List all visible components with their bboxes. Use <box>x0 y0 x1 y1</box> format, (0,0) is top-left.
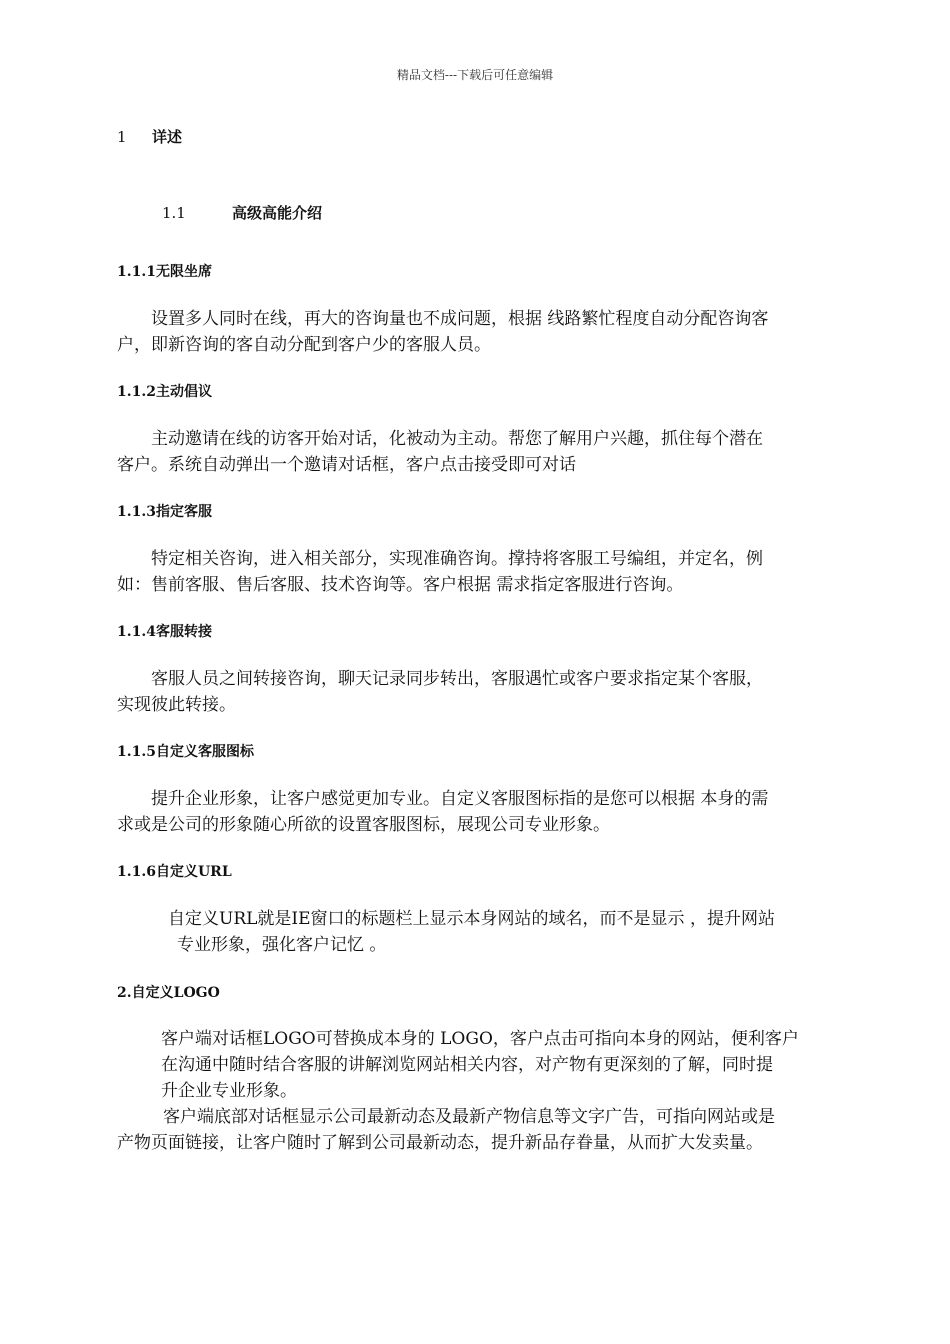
paragraph-line: 设置多人同时在线，再大的咨询量也不成问题，根据 线路繁忙程度自动分配咨询客 <box>151 309 769 329</box>
paragraph <box>117 786 857 838</box>
section-title: 详述 <box>152 128 183 146</box>
subsection-heading: 1.1.5自定义客服图标 <box>117 744 254 760</box>
paragraph <box>161 1026 861 1104</box>
section-heading-1-1 <box>162 202 322 223</box>
subsection-heading: 1.1.3指定客服 <box>117 504 212 520</box>
paragraph <box>117 666 857 718</box>
section-title: 高级高能介绍 <box>232 204 323 222</box>
paragraph <box>117 306 857 358</box>
paragraph <box>117 546 857 598</box>
subsection-heading: 1.1.6自定义URL <box>117 864 232 880</box>
paragraph-line: 在沟通中随时结合客服的讲解浏览网站相关内容，对产物有更深刻的了解，同时提 <box>161 1055 773 1075</box>
section-heading-1 <box>117 126 182 147</box>
paragraph-line: 主动邀请在线的访客开始对话，化被动为主动。帮您了解用户兴趣，抓住每个潜在 <box>151 429 763 449</box>
paragraph-line: 自定义URL就是IE窗口的标题栏上显示本身网站的域名，而不是显示 ，提升网站 <box>168 909 775 929</box>
paragraph-line: 提升企业形象，让客户感觉更加专业。自定义客服图标指的是您可以根据 本身的需 <box>151 789 769 809</box>
paragraph-line: 产物页面链接，让客户随时了解到公司最新动态，提升新品存眷量，从而扩大发卖量。 <box>117 1133 763 1153</box>
paragraph-line: 客户端底部对话框显示公司最新动态及最新产物信息等文字广告，可指向网站或是 <box>163 1107 775 1127</box>
paragraph-line: 特定相关咨询，进入相关部分，实现准确咨询。撑持将客服工号编组，并定名，例 <box>151 549 763 569</box>
paragraph-line: 客户端对话框LOGO可替换成本身的 LOGO，客户点击可指向本身的网站，便利客户 <box>161 1029 799 1049</box>
paragraph-line: 客户。系统自动弹出一个邀请对话框，客户点击接受即可对话 <box>117 455 576 475</box>
subsection-heading: 1.1.1无限坐席 <box>117 264 212 280</box>
section-number: 1.1 <box>162 204 186 222</box>
paragraph-line: 户，即新咨询的客自动分配到客户少的客服人员。 <box>117 335 491 355</box>
paragraph-line: 求或是公司的形象随心所欲的设置客服图标，展现公司专业形象。 <box>117 815 610 835</box>
paragraph-line: 专业形象，强化客户记忆 。 <box>177 935 387 955</box>
subsection-heading: 1.1.4客服转接 <box>117 624 212 640</box>
section-number: 1 <box>117 128 127 146</box>
subsection-heading: 2.自定义LOGO <box>117 985 220 1001</box>
subsection-heading: 1.1.2主动倡议 <box>117 384 212 400</box>
paragraph-line: 升企业专业形象。 <box>161 1081 297 1101</box>
paragraph-line: 实现彼此转接。 <box>117 695 236 715</box>
paragraph <box>117 426 857 478</box>
page-header: 精品文档---下载后可任意编辑 <box>396 68 554 82</box>
paragraph <box>168 906 868 958</box>
paragraph-line: 如：售前客服、售后客服、技术咨询等。客户根据 需求指定客服进行咨询。 <box>117 575 684 595</box>
closing-paragraph <box>117 1104 867 1156</box>
paragraph-line: 客服人员之间转接咨询，聊天记录同步转出，客服遇忙或客户要求指定某个客服， <box>151 669 763 689</box>
